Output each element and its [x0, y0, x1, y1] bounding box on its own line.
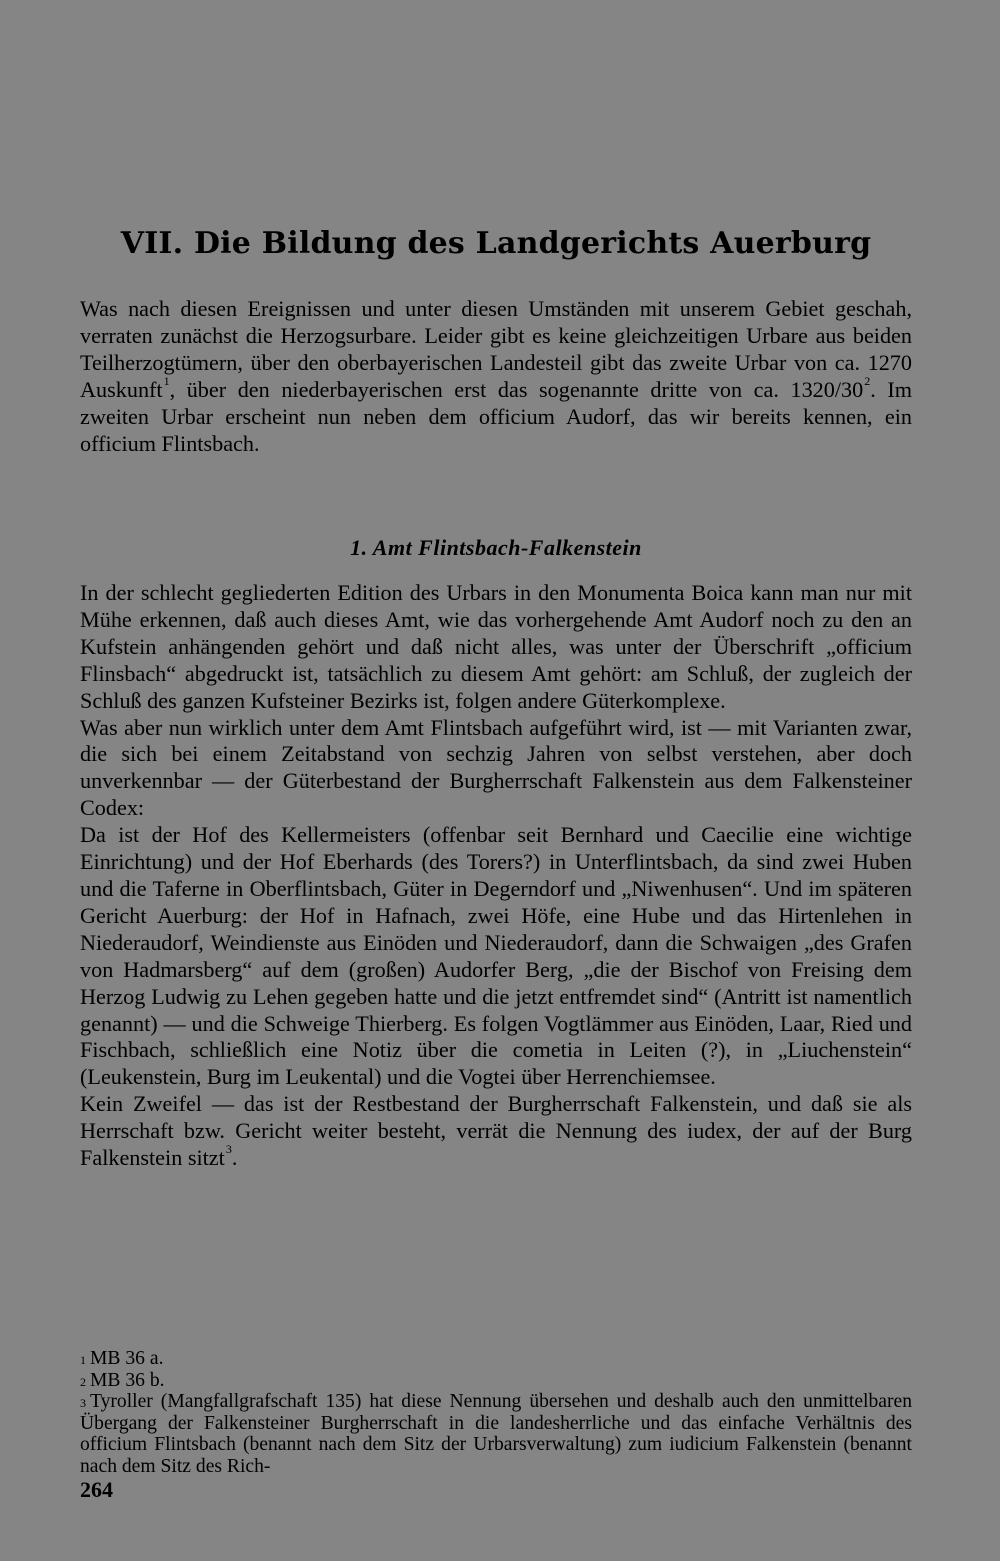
footnote-2	[80, 1370, 912, 1392]
footnote-mark: 1	[80, 1353, 86, 1367]
footnote-text: MB 36 b.	[90, 1369, 165, 1391]
footnote-mark: 2	[80, 1374, 86, 1389]
paragraph-4	[80, 1091, 912, 1172]
paragraph-2: Was aber nun wirklich unter dem Amt Flintsbach aufgeführt wird, ist — mit Varianten zwar, die sich bei einem Zeitabstand von sechzig Jahren von selbst verstehen, aber doch unverkennbar — der Güterbestand der Burgherrschaft Falkenstein aus dem Falkensteiner Codex:	[80, 714, 912, 821]
intro-text-3: . Im zweiten Urbar erscheint nun neben dem officium Audorf, das wir bereits kennen, ein officium Flintsbach.	[80, 376, 912, 456]
paragraph-4-end: .	[231, 1145, 238, 1171]
paragraph-1: In der schlecht gegliederten Edition des Urbars in den Monumenta Boica kann man nur mit Mühe erkennen, daß auch dieses Amt, wie das vorhergehende Amt Audorf noch zu den an Kufstein anhängenden gehört und daß nicht alles, was unter der Überschrift „officium Flinsbach“ abgedruckt ist, tatsächlich zu diesem Amt gehört: am Schluß, der zugleich der Schluß des ganzen Kufsteiner Bezirks ist, folgen andere Güterkomplexe.	[80, 580, 912, 713]
footnote-mark: 3	[80, 1396, 86, 1411]
intro-text-2: , über den niederbayerischen erst das sogenannte dritte von ca. 1320/30	[169, 376, 864, 402]
page-number: 264	[80, 1477, 113, 1502]
intro-text-1: Was nach diesen Ereignissen und unter diesen Umständen mit unserem Gebiet geschah, verraten zunächst die Herzogsurbare. Leider gibt es keine gleichzeitigen Urbare aus beiden Teilherzogtümern, über den oberbayerischen Landesteil gibt das zweite Urbar von ca. 1270 Auskunft	[80, 296, 912, 402]
section-heading: 1. Amt Flintsbach-Falkenstein	[350, 535, 642, 560]
paragraph-4-text: Kein Zweifel — das ist der Restbestand der Burgherrschaft Falkenstein, und daß sie als Herrschaft bzw. Gericht weiter besteht, verrät die Nennung des iudex, der auf der Burg Falkenstein sitzt	[80, 1091, 912, 1171]
footnote-text: Tyroller (Mangfallgrafschaft 135) hat diese Nennung übersehen und deshalb auch den unmittelbaren Übergang der Falkensteiner Burgherrschaft in die landesherrliche und das einfache Verhältnis des officium Flintsbach (benannt nach dem Sitz der Urbarsverwaltung) zum iudicium Falkenstein (benannt nach dem Sitz des Rich-	[80, 1391, 912, 1477]
book-page	[80, 0, 912, 1561]
footnote-text: MB 36 a.	[90, 1348, 164, 1369]
footnotes	[80, 1348, 912, 1478]
footnote-ref-3: 3	[225, 1142, 232, 1157]
chapter-title: VII. Die Bildung des Landgerichts Auerburg	[120, 226, 872, 261]
intro-paragraph	[80, 296, 912, 457]
footnote-3	[80, 1391, 912, 1477]
footnote-ref-2: 2	[864, 373, 871, 388]
paragraph-3: Da ist der Hof des Kellermeisters (offenbar seit Bernhard und Caecilie eine wichtige Einrichtung) und der Hof Eberhards (des Torers?) in Unterflintsbach, da sind zwei Huben und die Taferne in Oberflintsbach, Güter in Degerndorf und „Niwenhusen“. Und im späteren Gericht Auerburg: der Hof in Hafnach, zwei Höfe, eine Hube und das Hirtenlehen in Niederaudorf, Weindienste aus Einöden und Niederaudorf, dann die Schwaigen „des Grafen von Hadmarsberg“ auf dem (großen) Audorfer Berg, „die der Bischof von Freising dem Herzog Ludwig zu Lehen gegeben hatte und die jetzt entfremdet sind“ (Antritt ist namentlich genannt) — und die Schweige Thierberg. Es folgen Vogtlämmer aus Einöden, Laar, Ried und Fischbach, schließlich eine Notiz über die cometia in Leiten (?), in „Liuchenstein“ (Leukenstein, Burg im Leukental) und die Vogtei über Herrenchiemsee.	[80, 822, 912, 1090]
footnote-ref-1: 1	[163, 373, 170, 388]
footnote-1	[80, 1348, 912, 1370]
main-text	[80, 580, 912, 1172]
